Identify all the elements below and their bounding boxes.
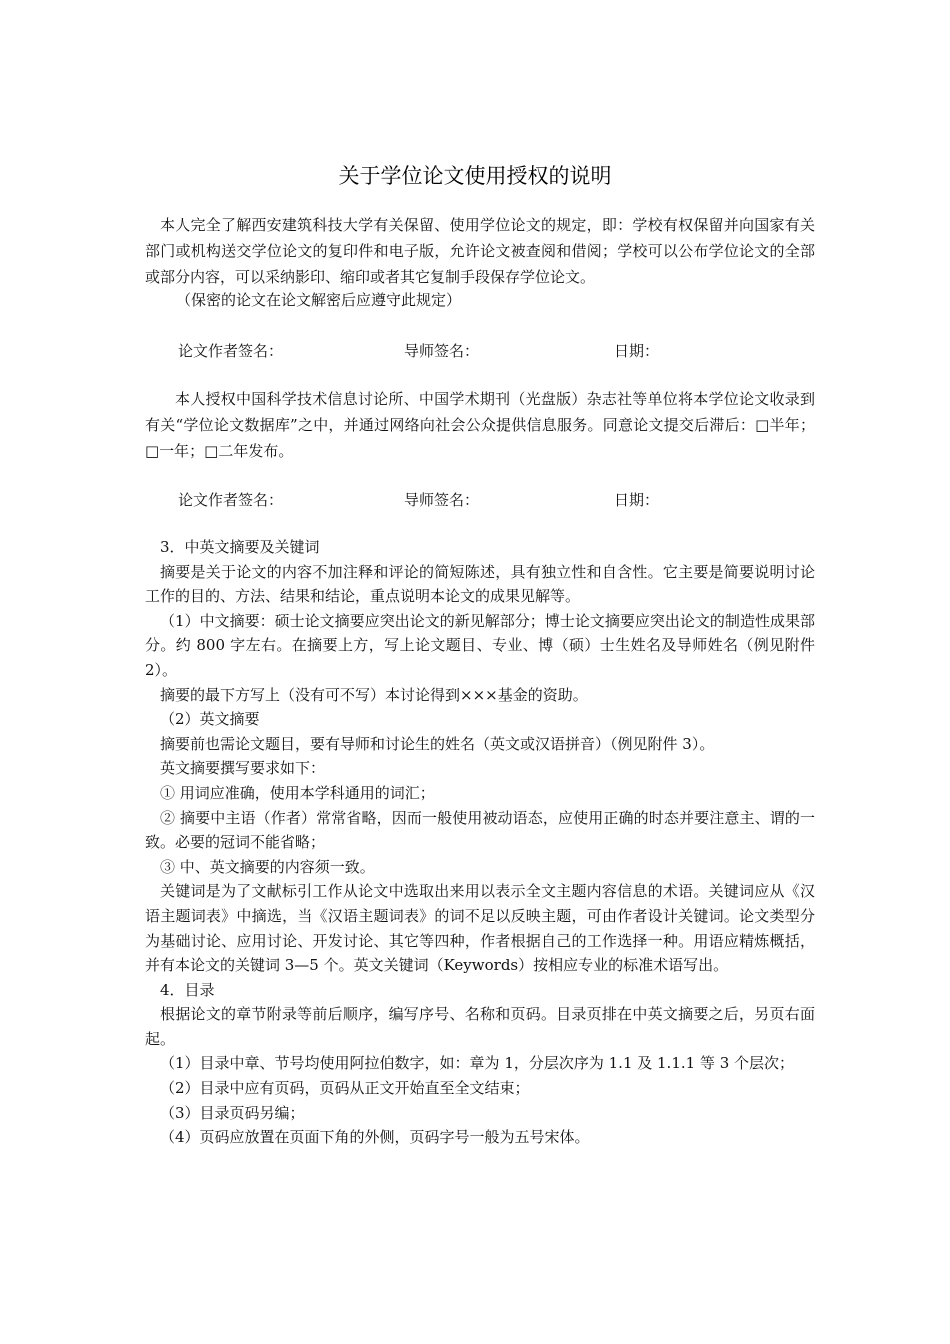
supervisor-signature-label: 导师签名： (404, 342, 480, 360)
date-label: 日期： (614, 342, 660, 360)
authorization-paragraph-1: 本人完全了解西安建筑科技大学有关保留、使用学位论文的规定，即：学校有权保留并向国家有关部门或机构送交学位论文的复印件和电子版，允许论文被查阅和借阅；学校可以公布学位论文的全部或部分内容，可以采纳影印、缩印或者其它复制手段保存学位论文。 (145, 216, 815, 286)
signature-row-1 (0, 338, 950, 364)
page-title: 关于学位论文使用授权的说明 (338, 164, 612, 188)
body-paragraph: 摘要前也需论文题目，要有导师和讨论生的姓名（英文或汉语拼音）（例见附件 3）。 (160, 734, 715, 753)
supervisor-signature-label: 导师签名： (404, 491, 480, 509)
date-label: 日期： (614, 491, 660, 509)
body-paragraph: （1）中文摘要：硕士论文摘要应突出论文的新见解部分；博士论文摘要应突出论文的制造性成果部分。约 800 字左右。在摘要上方，写上论文题目、专业、博（硕）士生姓名及导师姓名（例见附件 2）。 (145, 611, 815, 679)
body-paragraph: 摘要的最下方写上（没有可不写）本讨论得到×××基金的资助。 (160, 685, 588, 704)
signature-row-2 (0, 487, 950, 513)
author-signature-label: 论文作者签名： (178, 342, 284, 360)
subheading-english-abstract: （2）英文摘要 (160, 710, 260, 729)
section-heading-abstract: 3．中英文摘要及关键词 (160, 538, 320, 556)
body-paragraph: 关键词是为了文献标引工作从论文中选取出来用以表示全文主题内容信息的术语。关键词应从《汉语主题词表》中摘选，当《汉语主题词表》的词不足以反映主题，可由作者设计关键词。论文类型分为基础讨论、应用讨论、开发讨论、其它等四种，作者根据自己的工作选择一种。用语应精炼概括，并有本论文的关键词 3—5 个。英文关键词（Keywords）按相应专业的标准术语写出。 (145, 882, 815, 975)
list-item: ① 用词应准确，使用本学科通用的词汇； (160, 783, 435, 802)
authorization-paragraph-2: 本人授权中国科学技术信息讨论所、中国学术期刊（光盘版）杂志社等单位将本学位论文收录到有关“学位论文数据库”之中，并通过网络向社会公众提供信息服务。同意论文提交后滞后：□半年；□一年；□二年发布。 (145, 390, 815, 460)
list-item: ③ 中、英文摘要的内容须一致。 (160, 857, 375, 876)
body-paragraph: 根据论文的章节附录等前后顺序，编写序号、名称和页码。目录页排在中英文摘要之后，另页右面起。 (145, 1005, 815, 1048)
guideline-body (145, 535, 815, 1150)
author-signature-label: 论文作者签名： (178, 491, 284, 509)
list-item: （4）页码应放置在页面下角的外侧，页码字号一般为五号宋体。 (160, 1128, 590, 1147)
list-item: ② 摘要中主语（作者）常常省略，因而一般使用被动语态，应使用正确的时态并要注意主、谓的一致。必要的冠词不能省略； (145, 808, 815, 852)
body-paragraph: 英文摘要撰写要求如下： (160, 759, 326, 778)
confidential-note: （保密的论文在论文解密后应遵守此规定） (176, 291, 462, 309)
list-item: （1）目录中章、节号均使用阿拉伯数字，如：章为 1，分层次序为 1.1 及 1.1.1 等 3 个层次； (160, 1054, 795, 1073)
list-item: （2）目录中应有页码，页码从正文开始直至全文结束； (160, 1079, 530, 1098)
section-heading-toc: 4．目录 (160, 980, 215, 999)
list-item: （3）目录页码另编； (160, 1103, 305, 1122)
body-paragraph: 摘要是关于论文的内容不加注释和评论的简短陈述，具有独立性和自含性。它主要是简要说明讨论工作的目的、方法、结果和结论，重点说明本论文的成果见解等。 (145, 562, 815, 606)
